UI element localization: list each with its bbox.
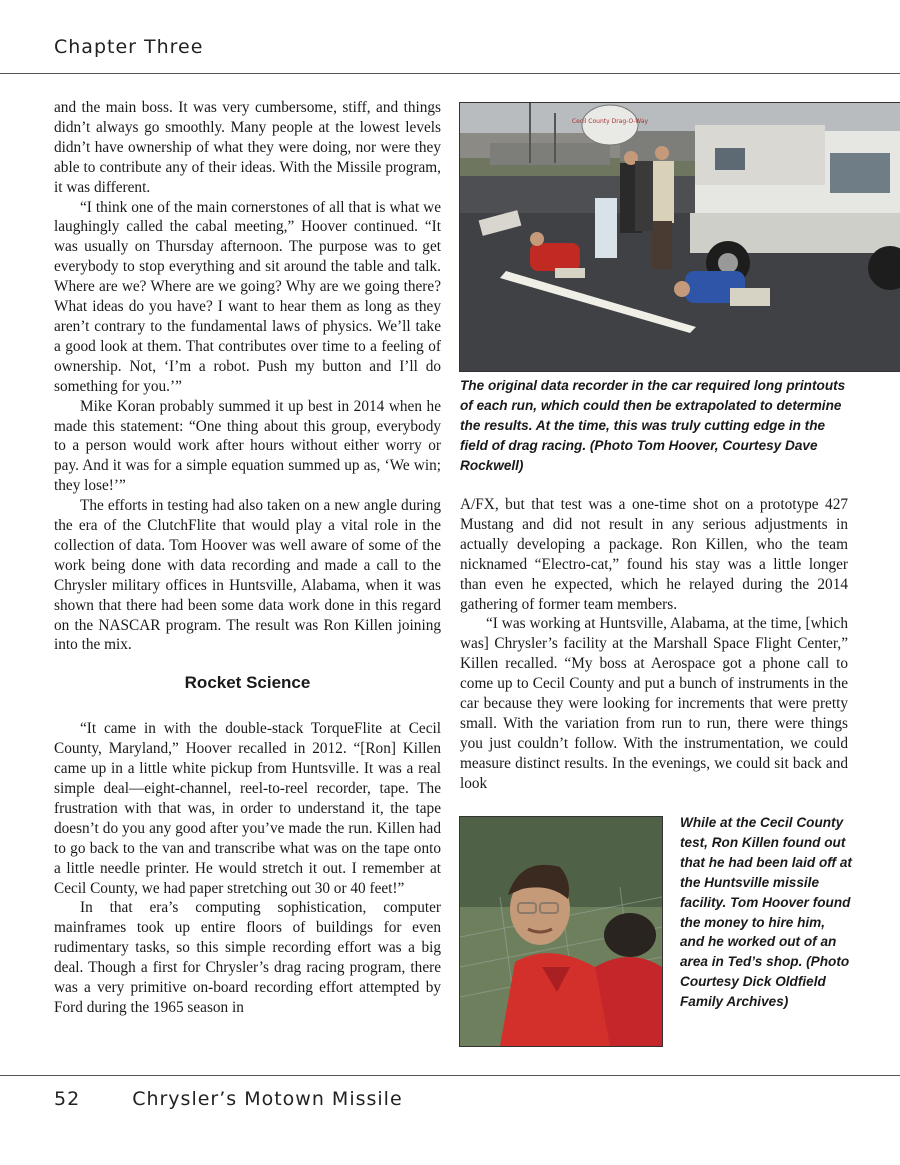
track-sign-text: Cecil County Drag-O-Way bbox=[571, 118, 649, 125]
section-heading: Rocket Science bbox=[184, 673, 311, 693]
chapter-title: Chapter Three bbox=[54, 36, 204, 58]
paragraph: and the main boss. It was very cumbersome, stiff, and things didn’t always go smoothly. Many people at the lowest levels didn’t have ownership of what they were doing, nor were they able to contribute any of their ideas. With the Missile program, it was different. bbox=[54, 99, 441, 196]
drag-strip-photo bbox=[459, 102, 900, 372]
book-title: Chrysler’s Motown Missile bbox=[132, 1088, 403, 1110]
paragraph: The efforts in testing had also taken on a new angle during the era of the ClutchFlite that would play a vital role in the collection of data. Tom Hoover was well aware of some of the work being done with data recording and made a call to the Chrysler military offices in Huntsville, Alabama, when it was shown that there had been some data work done in this regard on the NASCAR program. The result was Ron Killen joining into the mix. bbox=[54, 497, 441, 654]
photo-caption: While at the Cecil County test, Ron Killen found out that he had been laid off at the Huntsville missile facility. Tom Hoover found the money to hire him, and he worked out of an area in Ted’s shop. (Photo Courtesy Dick Oldfield Family Archives) bbox=[680, 815, 852, 1010]
ron-killen-photo bbox=[459, 816, 663, 1047]
paragraph: A/FX, but that test was a one-time shot on a prototype 427 Mustang and did not result in any serious adjustments in actually developing a package. Ron Killen, who the team nicknamed “Electro-cat,” found his stay was a little longer than even he expected, which he relayed during the 2014 gathering of former team members. bbox=[460, 496, 848, 613]
paragraph: Mike Koran probably summed it up best in 2014 when he made this statement: “One thing about this group, everybody to a person would work after hours without either worry or pay. And it was for a simple equation summed up as, ‘We win; they lose!’” bbox=[54, 397, 441, 495]
paragraph: In that era’s computing sophistication, computer mainframes took up entire floors of buildings for even rudimentary tasks, so this simple recording effort was a big deal. Though a first for Chrysler’s drag racing program, there was a very primitive on-board recording effort attempted by Ford during the 1965 season in bbox=[54, 899, 441, 1016]
right-column bbox=[460, 495, 848, 794]
paragraph: “I was working at Huntsville, Alabama, at the time, [which was] Chrysler’s facility at the Marshall Space Flight Center,” Killen recalled. “My boss at Aerospace got a phone call to come up to Cecil County and put a bunch of instruments in the car because they were looking for increments that were pretty small. With the variation from run to run, there were things you just couldn’t follow. With the instrumentation, we could measure distinct results. In the evenings, we could sit back and look bbox=[460, 615, 848, 792]
left-column bbox=[54, 98, 441, 1018]
footer-rule bbox=[0, 1075, 900, 1076]
page-footer bbox=[54, 1088, 403, 1110]
paragraph: “It came in with the double-stack TorqueFlite at Cecil County, Maryland,” Hoover recalled in 2012. “[Ron] Killen came up in a little white pickup from Huntsville. It was a real simple deal—eight-channel, reel-to-reel recorder, tape. The frustration with that was, in order to understand it, the tape doesn’t do you any good after you’ve made the run. Killen had to go back to the van and transcribe what was on the tape onto a little needle printer. He would stretch it out. I remember at Cecil County, we had paper stretching out 30 or 40 feet!” bbox=[54, 720, 441, 897]
header-rule bbox=[0, 73, 900, 74]
page-number: 52 bbox=[54, 1088, 81, 1110]
photo-caption: The original data recorder in the car required long printouts of each run, which could then be extrapolated to determine the results. At the time, this was truly cutting edge in the field of drag racing. (Photo Tom Hoover, Courtesy Dave Rockwell) bbox=[460, 378, 846, 473]
paragraph: “I think one of the main cornerstones of all that is what we laughingly called the cabal meeting,” Hoover continued. “It was usually on Thursday afternoon. The purpose was to get everybody to stop everything and sit around the table and talk. Where are we? Where are we going? Why are we going there? What ideas do you have? I want to hear them as long as they aren’t contrary to the fundamental laws of physics. We’ll take a good look at them. That contributes over time to a feeling of ownership. Not, ‘I’m a robot. Push my button and I’ll do something for you.’” bbox=[54, 198, 441, 395]
